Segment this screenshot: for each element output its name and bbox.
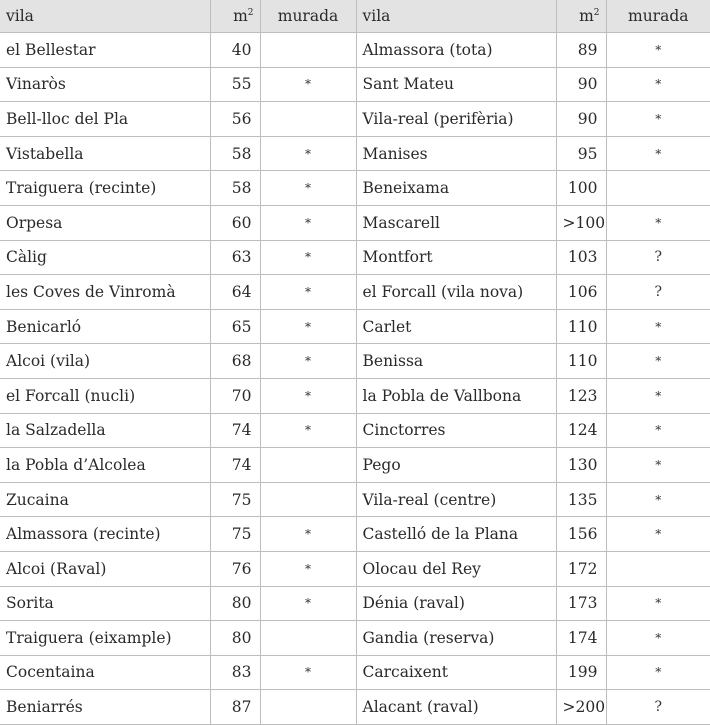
- table-row: [0, 240, 710, 275]
- cell-vila-left: les Coves de Vinromà: [0, 275, 210, 310]
- cell-vila-left: la Pobla d’Alcolea: [0, 448, 210, 483]
- cell-murada-left: *: [260, 551, 356, 586]
- cell-vila-right: Mascarell: [356, 205, 556, 240]
- table-row: [0, 482, 710, 517]
- cell-murada-left: [260, 102, 356, 137]
- header-row: [0, 0, 710, 33]
- cell-m2-right: 95: [556, 136, 606, 171]
- cell-m2-right: 90: [556, 67, 606, 102]
- header-vila-left: vila: [0, 0, 210, 33]
- table-row: [0, 413, 710, 448]
- cell-vila-right: Castelló de la Plana: [356, 517, 556, 552]
- cell-m2-left: 75: [210, 482, 260, 517]
- cell-m2-left: 83: [210, 655, 260, 690]
- cell-murada-right: *: [606, 33, 710, 68]
- cell-m2-right: 173: [556, 586, 606, 621]
- cell-m2-right: 103: [556, 240, 606, 275]
- cell-vila-left: Alcoi (vila): [0, 344, 210, 379]
- cell-vila-left: Traiguera (recinte): [0, 171, 210, 206]
- cell-m2-left: 80: [210, 586, 260, 621]
- table-row: [0, 621, 710, 656]
- cell-murada-right: *: [606, 655, 710, 690]
- cell-vila-left: el Forcall (nucli): [0, 378, 210, 413]
- cell-murada-left: *: [260, 517, 356, 552]
- cell-m2-left: 60: [210, 205, 260, 240]
- cell-m2-left: 80: [210, 621, 260, 656]
- cell-murada-left: [260, 690, 356, 725]
- cell-murada-left: *: [260, 240, 356, 275]
- cell-vila-left: Vistabella: [0, 136, 210, 171]
- cell-murada-left: *: [260, 136, 356, 171]
- cell-m2-left: 55: [210, 67, 260, 102]
- cell-vila-left: Traiguera (eixample): [0, 621, 210, 656]
- cell-vila-right: Almassora (tota): [356, 33, 556, 68]
- cell-vila-right: Cinctorres: [356, 413, 556, 448]
- cell-m2-right: 174: [556, 621, 606, 656]
- cell-murada-left: *: [260, 275, 356, 310]
- table-header: [0, 0, 710, 33]
- table-row: [0, 378, 710, 413]
- table-row: [0, 517, 710, 552]
- cell-murada-right: ?: [606, 275, 710, 310]
- table-row: [0, 448, 710, 483]
- cell-m2-right: 156: [556, 517, 606, 552]
- cell-vila-right: Sant Mateu: [356, 67, 556, 102]
- header-m2-superscript: 2: [247, 7, 254, 18]
- header-m2-left: [210, 0, 260, 33]
- cell-m2-right: 199: [556, 655, 606, 690]
- cell-vila-left: Almassora (recinte): [0, 517, 210, 552]
- cell-murada-left: *: [260, 171, 356, 206]
- cell-murada-right: *: [606, 482, 710, 517]
- cell-vila-left: Vinaròs: [0, 67, 210, 102]
- cell-murada-right: ?: [606, 690, 710, 725]
- cell-murada-right: *: [606, 378, 710, 413]
- cell-vila-right: el Forcall (vila nova): [356, 275, 556, 310]
- cell-murada-left: *: [260, 344, 356, 379]
- cell-vila-right: Manises: [356, 136, 556, 171]
- cell-murada-left: *: [260, 309, 356, 344]
- table-row: [0, 309, 710, 344]
- cell-m2-right: 90: [556, 102, 606, 137]
- cell-vila-right: Beneixama: [356, 171, 556, 206]
- cell-murada-right: *: [606, 102, 710, 137]
- cell-vila-left: Alcoi (Raval): [0, 551, 210, 586]
- cell-murada-right: *: [606, 586, 710, 621]
- cell-m2-left: 64: [210, 275, 260, 310]
- cell-m2-right: 110: [556, 344, 606, 379]
- cell-m2-right: 110: [556, 309, 606, 344]
- cell-murada-right: [606, 171, 710, 206]
- cell-vila-right: la Pobla de Vallbona: [356, 378, 556, 413]
- cell-murada-right: ?: [606, 240, 710, 275]
- table-row: [0, 344, 710, 379]
- cell-murada-left: *: [260, 586, 356, 621]
- cell-murada-right: *: [606, 621, 710, 656]
- table-row: [0, 102, 710, 137]
- cell-m2-left: 76: [210, 551, 260, 586]
- table-row: [0, 655, 710, 690]
- cell-m2-right: 130: [556, 448, 606, 483]
- cell-m2-left: 74: [210, 448, 260, 483]
- cell-m2-right: 135: [556, 482, 606, 517]
- cell-murada-left: [260, 33, 356, 68]
- cell-vila-left: Zucaina: [0, 482, 210, 517]
- table-row: [0, 33, 710, 68]
- cell-m2-left: 58: [210, 171, 260, 206]
- header-m2-superscript: 2: [593, 7, 600, 18]
- table-row: [0, 690, 710, 725]
- table-row: [0, 586, 710, 621]
- cell-m2-right: 123: [556, 378, 606, 413]
- cell-murada-right: *: [606, 136, 710, 171]
- cell-vila-left: Orpesa: [0, 205, 210, 240]
- cell-m2-right: 100: [556, 171, 606, 206]
- cell-vila-right: Montfort: [356, 240, 556, 275]
- cell-vila-right: Gandia (reserva): [356, 621, 556, 656]
- cell-m2-left: 63: [210, 240, 260, 275]
- cell-vila-left: Cocentaina: [0, 655, 210, 690]
- cell-murada-left: [260, 482, 356, 517]
- table-row: [0, 136, 710, 171]
- cell-vila-left: Sorita: [0, 586, 210, 621]
- cell-m2-right: 172: [556, 551, 606, 586]
- header-murada-right: murada: [606, 0, 710, 33]
- cell-murada-right: *: [606, 413, 710, 448]
- cell-vila-left: Beniarrés: [0, 690, 210, 725]
- cell-m2-left: 74: [210, 413, 260, 448]
- cell-murada-left: *: [260, 67, 356, 102]
- cell-m2-left: 65: [210, 309, 260, 344]
- cell-m2-right: >200: [556, 690, 606, 725]
- table-row: [0, 205, 710, 240]
- cell-murada-left: [260, 448, 356, 483]
- cell-murada-right: *: [606, 205, 710, 240]
- cell-m2-left: 56: [210, 102, 260, 137]
- table-row: [0, 67, 710, 102]
- cell-murada-right: *: [606, 448, 710, 483]
- cell-murada-right: *: [606, 344, 710, 379]
- cell-vila-left: Càlig: [0, 240, 210, 275]
- cell-vila-right: Carlet: [356, 309, 556, 344]
- cell-vila-right: Olocau del Rey: [356, 551, 556, 586]
- cell-vila-left: la Salzadella: [0, 413, 210, 448]
- cell-m2-left: 87: [210, 690, 260, 725]
- cell-vila-right: Vila-real (perifèria): [356, 102, 556, 137]
- cell-murada-left: [260, 621, 356, 656]
- cell-m2-right: 106: [556, 275, 606, 310]
- cell-m2-left: 40: [210, 33, 260, 68]
- cell-vila-right: Alacant (raval): [356, 690, 556, 725]
- cell-m2-left: 70: [210, 378, 260, 413]
- header-m2-base: m: [579, 7, 594, 25]
- cell-m2-right: 89: [556, 33, 606, 68]
- cell-m2-right: >100: [556, 205, 606, 240]
- cell-vila-right: Carcaixent: [356, 655, 556, 690]
- table-row: [0, 275, 710, 310]
- table-row: [0, 551, 710, 586]
- header-murada-left: murada: [260, 0, 356, 33]
- cell-vila-left: Benicarló: [0, 309, 210, 344]
- cell-murada-right: *: [606, 67, 710, 102]
- cell-m2-left: 58: [210, 136, 260, 171]
- table-row: [0, 171, 710, 206]
- cell-murada-left: *: [260, 655, 356, 690]
- table-body: [0, 33, 710, 725]
- cell-murada-right: [606, 551, 710, 586]
- cell-murada-left: *: [260, 378, 356, 413]
- cell-vila-right: Vila-real (centre): [356, 482, 556, 517]
- cell-vila-left: el Bellestar: [0, 33, 210, 68]
- cell-vila-right: Dénia (raval): [356, 586, 556, 621]
- cell-murada-left: *: [260, 205, 356, 240]
- cell-vila-left: Bell-lloc del Pla: [0, 102, 210, 137]
- cell-murada-right: *: [606, 309, 710, 344]
- cell-m2-left: 68: [210, 344, 260, 379]
- header-m2-right: [556, 0, 606, 33]
- header-m2-base: m: [233, 7, 248, 25]
- cell-vila-right: Pego: [356, 448, 556, 483]
- cell-vila-right: Benissa: [356, 344, 556, 379]
- cell-murada-left: *: [260, 413, 356, 448]
- cell-m2-right: 124: [556, 413, 606, 448]
- header-vila-right: vila: [356, 0, 556, 33]
- cell-murada-right: *: [606, 517, 710, 552]
- cell-m2-left: 75: [210, 517, 260, 552]
